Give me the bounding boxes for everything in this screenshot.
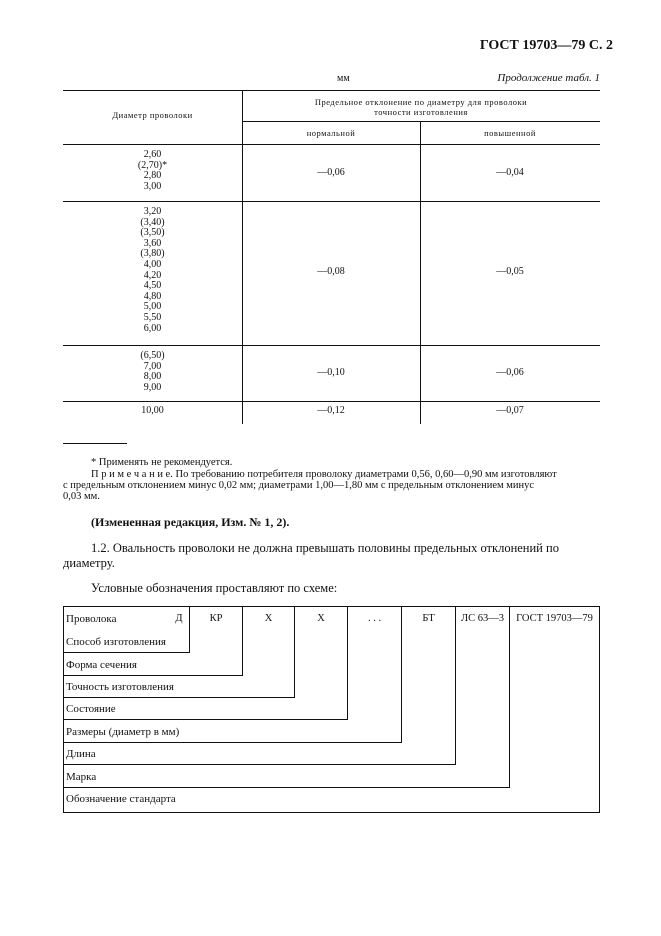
table-row-rule [63, 201, 600, 202]
diameter-cell: 4,20 [143, 269, 162, 281]
leader-rule [63, 787, 510, 788]
diameter-cell: 3,00 [143, 180, 162, 192]
diameter-cell: 2,60 [143, 149, 162, 160]
scheme-token: Х [317, 613, 325, 624]
revision-note: (Измененная редакция, Изм. № 1, 2). [91, 515, 290, 529]
increased-cell: —0,07 [496, 405, 524, 416]
diameter-cell: 4,80 [143, 290, 162, 302]
scheme-token: КР [209, 613, 223, 624]
table-top-border [63, 90, 600, 91]
scheme-label: Марка [66, 771, 97, 783]
table-row [63, 351, 242, 393]
table-row-rule [63, 345, 600, 346]
scheme-label: Длина [66, 748, 96, 760]
diameter-cell: 5,00 [143, 301, 162, 313]
diameter-cell: 9,00 [143, 381, 162, 393]
leader-rule [63, 652, 190, 653]
scheme-label: Обозначение стандарта [66, 793, 176, 805]
diameter-cell: 3,60 [143, 237, 162, 249]
diameter-cell: (2,70)* [137, 159, 168, 171]
leader-line [455, 606, 456, 765]
scheme-left-border [63, 606, 64, 813]
diameter-cell: 10,00 [141, 405, 164, 416]
diameter-cell: 7,00 [143, 360, 162, 372]
scheme-bottom-border [63, 812, 600, 813]
leader-rule [63, 764, 456, 765]
diameter-cell: (3,80) [140, 248, 165, 260]
diameter-cell: 5,50 [143, 311, 162, 323]
table-row-rule [63, 401, 600, 402]
group-header-line1: Предельное отклонение по диаметру для проволоки [314, 97, 528, 107]
table-subheader-rule [242, 121, 600, 122]
leader-rule [63, 675, 243, 676]
note-label: П р и м е ч а н и е. [91, 469, 173, 480]
note-line-3: 0,03 мм. [63, 491, 100, 502]
diameter-cell: 4,00 [143, 258, 162, 270]
paragraph-scheme-intro: Условные обозначения проставляют по схеме: [91, 581, 338, 595]
page-header: ГОСТ 19703—79 С. 2 [479, 38, 613, 53]
diameter-cell: 4,50 [143, 280, 162, 292]
scheme-token: Х [264, 613, 273, 624]
note-line-1: П р и м е ч а н и е. По требованию потребителя проволоку диаметрами 0,56, 0,60—0,90 мм изготовляют [91, 469, 557, 480]
paragraph-1-2-cont: диаметру. [63, 556, 115, 570]
group-header-line2: точности изготовления [374, 107, 468, 117]
diameter-cell: 6,00 [143, 322, 162, 334]
diameter-cell: (3,40) [140, 216, 165, 228]
table-row [63, 150, 242, 192]
footnote: * Применять не рекомендуется. [91, 457, 233, 468]
leader-rule [63, 697, 295, 698]
scheme-top-border [63, 606, 600, 607]
note-line-2: с предельным отклонением минус 0,02 мм; диаметрами 1,00—1,80 мм с предельным отклонением минус [63, 480, 535, 491]
normal-cell: —0,06 [317, 167, 345, 178]
leader-line [509, 606, 510, 788]
scheme-token: БТ [422, 613, 435, 624]
scheme-token: ЛС 63—3 [461, 613, 504, 624]
diameter-cell: 3,20 [143, 206, 162, 217]
col-header-diameter: Диаметр проволоки [112, 110, 193, 120]
normal-cell: —0,08 [317, 266, 345, 277]
diameter-cell: (6,50) [140, 350, 165, 361]
scheme-label: Точность изготовления [66, 681, 174, 693]
scheme-right-border [599, 606, 600, 813]
scheme-token: Д [175, 613, 183, 624]
scheme-token: ГОСТ 19703—79 [516, 613, 593, 624]
scheme-label: Способ изготовления [66, 636, 166, 648]
footnote-separator [63, 443, 127, 444]
col-header-increased: повышенной [484, 128, 536, 138]
table-header-bottom-rule [63, 144, 600, 145]
table-row [63, 207, 242, 334]
increased-cell: —0,06 [496, 367, 524, 378]
leader-rule [63, 719, 348, 720]
leader-line [401, 606, 402, 743]
table-row [63, 406, 242, 417]
scheme-head-label: Проволока [66, 613, 117, 625]
scheme-label: Размеры (диаметр в мм) [66, 726, 180, 738]
col-header-normal: нормальной [306, 128, 356, 138]
diameter-cell: 2,80 [143, 170, 162, 182]
diameter-cell: 8,00 [143, 371, 162, 383]
table-unit: мм [337, 73, 350, 84]
leader-rule [63, 742, 402, 743]
increased-cell: —0,04 [496, 167, 524, 178]
paragraph-1-2: 1.2. Овальность проволоки не должна превышать половины предельных отклонений по [91, 541, 559, 555]
table-continuation: Продолжение табл. 1 [497, 72, 600, 84]
scheme-label: Форма сечения [66, 659, 137, 671]
normal-cell: —0,12 [317, 405, 345, 416]
scheme-token: . . . [367, 613, 382, 624]
increased-cell: —0,05 [496, 266, 524, 277]
diameter-cell: (3,50) [140, 227, 165, 239]
normal-cell: —0,10 [317, 367, 345, 378]
scheme-label: Состояние [66, 703, 116, 715]
